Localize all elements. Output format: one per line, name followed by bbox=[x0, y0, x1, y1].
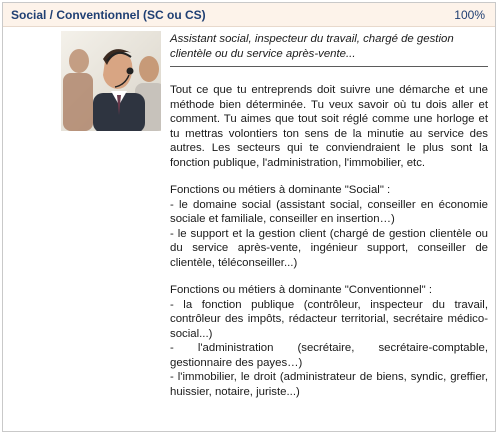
profile-lead: Assistant social, inspecteur du travail, chargé de gestion clientèle ou du service après-vente... bbox=[170, 32, 488, 67]
list-item: - le domaine social (assistant social, conseiller en économie sociale et familiale, conseiller en insertion…) bbox=[170, 198, 488, 225]
call-center-photo bbox=[61, 31, 161, 131]
list-item: - la fonction publique (contrôleur, inspecteur du travail, contrôleur des impôts, rédacteur territorial, secrétaire médico-social...) bbox=[170, 298, 488, 340]
list-item: - l'immobilier, le droit (administrateur de biens, syndic, greffier, huissier, notaire, juriste...) bbox=[170, 371, 488, 398]
list-item: - le support et la gestion client (chargé de gestion clientèle ou du service après-vente, ingénieur support, conseiller de clientèle, téléconseiller...) bbox=[170, 227, 488, 269]
profile-panel bbox=[2, 2, 496, 432]
call-center-photo-icon bbox=[61, 31, 161, 131]
profile-description bbox=[170, 32, 488, 412]
list-social bbox=[170, 198, 488, 271]
panel-header bbox=[3, 3, 495, 27]
match-percentage: 100% bbox=[454, 7, 485, 22]
list-conventionnel bbox=[170, 298, 488, 400]
section-title-conventionnel: Fonctions ou métiers à dominante "Conventionnel" : bbox=[170, 284, 432, 296]
list-item: - l'administration (secrétaire, secrétaire-comptable, gestionnaire des payes…) bbox=[170, 342, 488, 369]
section-title-social: Fonctions ou métiers à dominante "Social" : bbox=[170, 184, 391, 196]
profile-intro: Tout ce que tu entreprends doit suivre une démarche et une méthode bien déterminée. Tu veux savoir où tu dois aller et comment. Tu aimes que tout soit réglé comme une horloge et tu mettras volontiers ton sens de la minutie au service des autres. Les secteurs qui te conviendraient le plus sont la fonction publique, l'administration, l'immobilier, etc. bbox=[170, 84, 488, 169]
profile-title: Social / Conventionnel (SC ou CS) bbox=[11, 7, 206, 22]
